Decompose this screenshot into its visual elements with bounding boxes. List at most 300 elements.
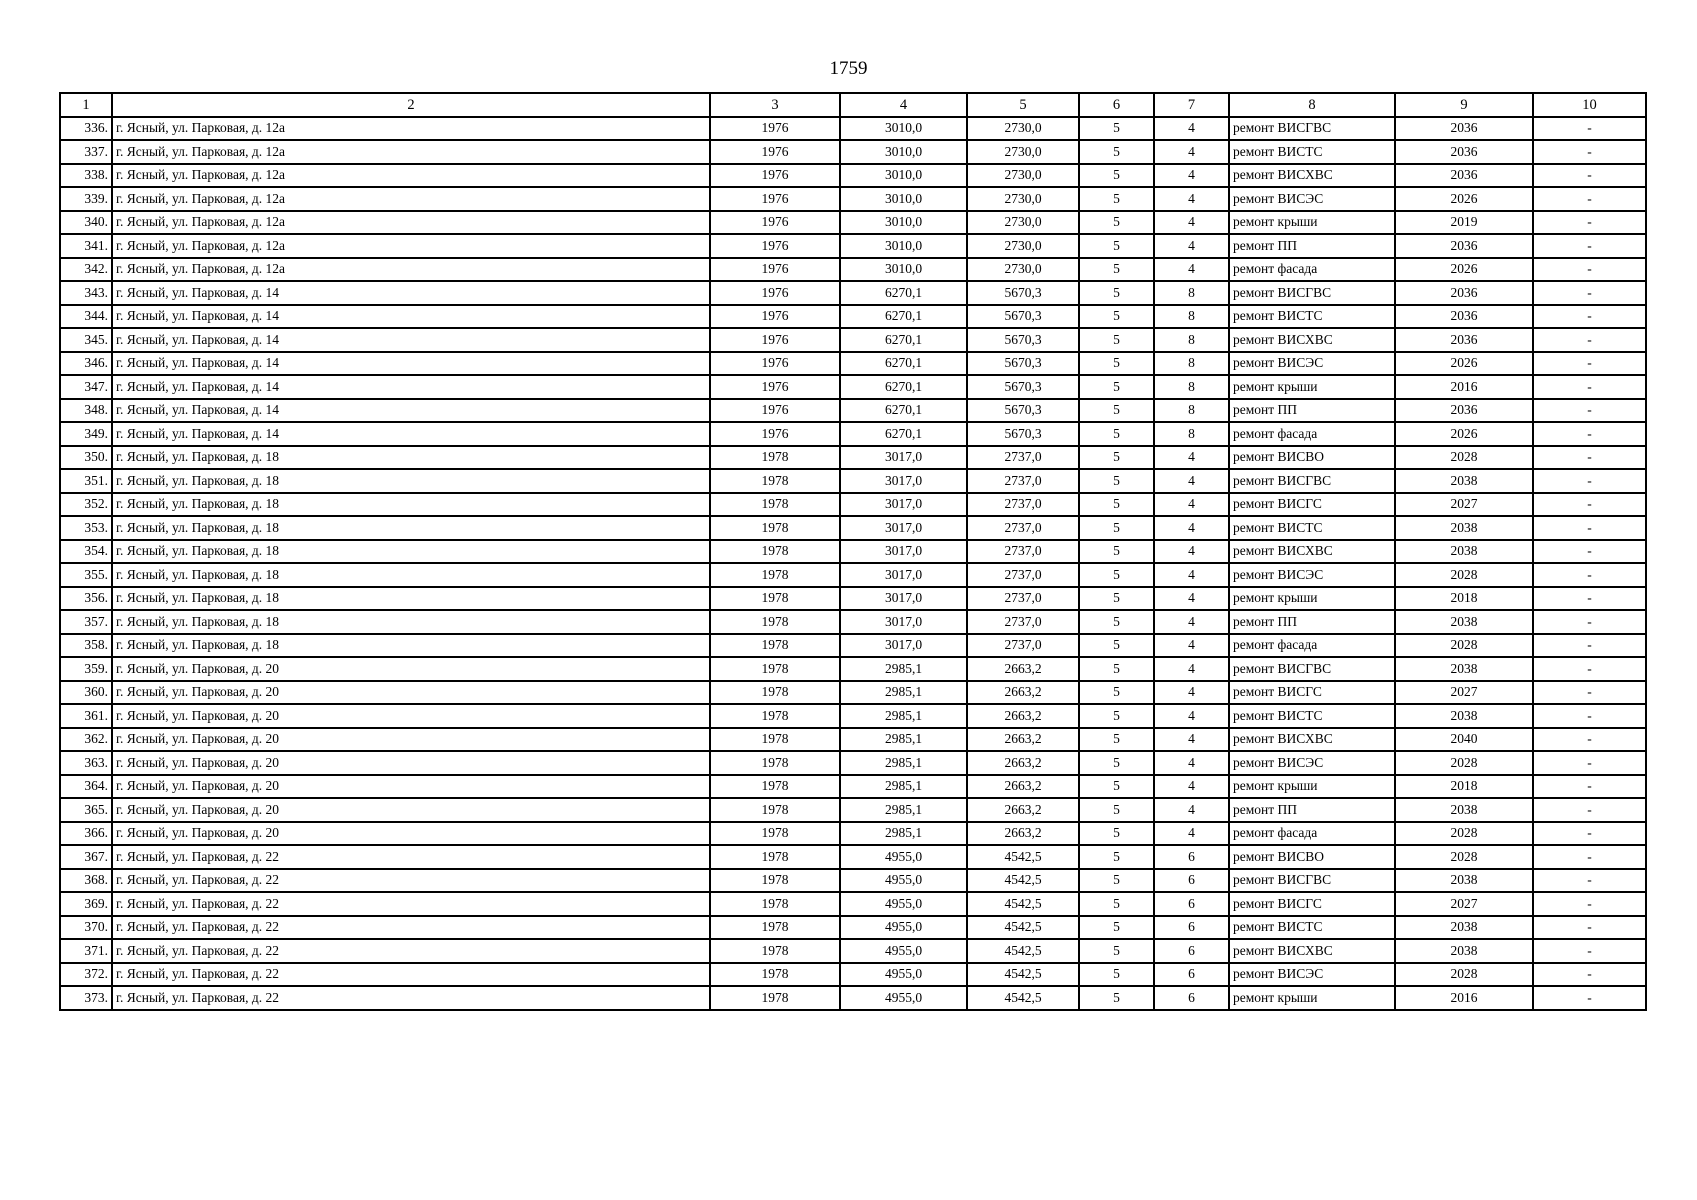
address-cell: г. Ясный, ул. Парковая, д. 20 [112,657,710,681]
table-row [60,963,1646,987]
planned-year-cell: 2019 [1395,211,1533,235]
planned-year-cell: 2026 [1395,422,1533,446]
build-year-cell: 1978 [710,446,840,470]
build-year-cell: 1978 [710,845,840,869]
row-number: 371. [60,939,112,963]
work-type-cell: ремонт ВИСГВС [1229,281,1395,305]
row-number: 359. [60,657,112,681]
address-cell: г. Ясный, ул. Парковая, д. 18 [112,446,710,470]
living-area-cell: 4542,5 [967,892,1079,916]
floors-cell: 5 [1079,963,1154,987]
entrances-cell: 4 [1154,187,1229,211]
floors-cell: 5 [1079,751,1154,775]
note-cell: - [1533,728,1646,752]
address-cell: г. Ясный, ул. Парковая, д. 14 [112,352,710,376]
entrances-cell: 6 [1154,916,1229,940]
note-cell: - [1533,845,1646,869]
address-cell: г. Ясный, ул. Парковая, д. 12а [112,187,710,211]
note-cell: - [1533,493,1646,517]
total-area-cell: 2985,1 [840,751,967,775]
entrances-cell: 4 [1154,211,1229,235]
row-number: 345. [60,328,112,352]
build-year-cell: 1978 [710,798,840,822]
floors-cell: 5 [1079,916,1154,940]
row-number: 347. [60,375,112,399]
row-number: 339. [60,187,112,211]
table-row [60,798,1646,822]
planned-year-cell: 2038 [1395,704,1533,728]
living-area-cell: 4542,5 [967,986,1079,1010]
build-year-cell: 1976 [710,281,840,305]
work-type-cell: ремонт ВИСЭС [1229,187,1395,211]
address-cell: г. Ясный, ул. Парковая, д. 20 [112,775,710,799]
living-area-cell: 5670,3 [967,422,1079,446]
planned-year-cell: 2038 [1395,540,1533,564]
work-type-cell: ремонт ВИСТС [1229,516,1395,540]
address-cell: г. Ясный, ул. Парковая, д. 14 [112,328,710,352]
planned-year-cell: 2036 [1395,399,1533,423]
note-cell: - [1533,140,1646,164]
row-number: 350. [60,446,112,470]
floors-cell: 5 [1079,869,1154,893]
column-header: 5 [967,93,1079,117]
build-year-cell: 1976 [710,140,840,164]
floors-cell: 5 [1079,939,1154,963]
work-type-cell: ремонт ВИСГС [1229,681,1395,705]
note-cell: - [1533,446,1646,470]
living-area-cell: 2730,0 [967,164,1079,188]
note-cell: - [1533,610,1646,634]
planned-year-cell: 2038 [1395,469,1533,493]
entrances-cell: 6 [1154,986,1229,1010]
note-cell: - [1533,117,1646,141]
table-row [60,845,1646,869]
note-cell: - [1533,775,1646,799]
planned-year-cell: 2028 [1395,446,1533,470]
total-area-cell: 3010,0 [840,211,967,235]
address-cell: г. Ясный, ул. Парковая, д. 20 [112,822,710,846]
total-area-cell: 3010,0 [840,164,967,188]
living-area-cell: 2737,0 [967,563,1079,587]
floors-cell: 5 [1079,681,1154,705]
work-type-cell: ремонт ВИСТС [1229,140,1395,164]
planned-year-cell: 2026 [1395,352,1533,376]
total-area-cell: 3010,0 [840,187,967,211]
living-area-cell: 2737,0 [967,493,1079,517]
column-header: 10 [1533,93,1646,117]
work-type-cell: ремонт ВИСГС [1229,892,1395,916]
row-number: 336. [60,117,112,141]
table-row [60,704,1646,728]
total-area-cell: 3017,0 [840,516,967,540]
total-area-cell: 2985,1 [840,728,967,752]
note-cell: - [1533,939,1646,963]
work-type-cell: ремонт фасада [1229,822,1395,846]
build-year-cell: 1976 [710,399,840,423]
planned-year-cell: 2018 [1395,775,1533,799]
note-cell: - [1533,657,1646,681]
build-year-cell: 1978 [710,563,840,587]
living-area-cell: 2663,2 [967,657,1079,681]
work-type-cell: ремонт ВИСХВС [1229,540,1395,564]
living-area-cell: 5670,3 [967,328,1079,352]
table-row [60,516,1646,540]
build-year-cell: 1978 [710,681,840,705]
living-area-cell: 2730,0 [967,211,1079,235]
column-header: 2 [112,93,710,117]
work-type-cell: ремонт ПП [1229,610,1395,634]
total-area-cell: 6270,1 [840,375,967,399]
floors-cell: 5 [1079,446,1154,470]
total-area-cell: 4955,0 [840,916,967,940]
note-cell: - [1533,211,1646,235]
living-area-cell: 2663,2 [967,775,1079,799]
floors-cell: 5 [1079,422,1154,446]
total-area-cell: 4955,0 [840,845,967,869]
total-area-cell: 4955,0 [840,986,967,1010]
note-cell: - [1533,587,1646,611]
floors-cell: 5 [1079,375,1154,399]
entrances-cell: 4 [1154,681,1229,705]
total-area-cell: 3017,0 [840,446,967,470]
total-area-cell: 2985,1 [840,704,967,728]
note-cell: - [1533,164,1646,188]
living-area-cell: 5670,3 [967,352,1079,376]
address-cell: г. Ясный, ул. Парковая, д. 12а [112,117,710,141]
work-type-cell: ремонт ВИСГВС [1229,657,1395,681]
planned-year-cell: 2026 [1395,187,1533,211]
note-cell: - [1533,822,1646,846]
work-type-cell: ремонт ВИСХВС [1229,939,1395,963]
work-type-cell: ремонт ВИСЭС [1229,751,1395,775]
entrances-cell: 4 [1154,728,1229,752]
living-area-cell: 4542,5 [967,845,1079,869]
entrances-cell: 4 [1154,563,1229,587]
column-header: 1 [60,93,112,117]
work-type-cell: ремонт фасада [1229,258,1395,282]
note-cell: - [1533,916,1646,940]
row-number: 360. [60,681,112,705]
row-number: 357. [60,610,112,634]
entrances-cell: 8 [1154,352,1229,376]
work-type-cell: ремонт ПП [1229,399,1395,423]
living-area-cell: 2737,0 [967,610,1079,634]
build-year-cell: 1976 [710,211,840,235]
work-type-cell: ремонт крыши [1229,211,1395,235]
note-cell: - [1533,798,1646,822]
planned-year-cell: 2038 [1395,869,1533,893]
table-row [60,469,1646,493]
row-number: 349. [60,422,112,446]
floors-cell: 5 [1079,234,1154,258]
table-row [60,775,1646,799]
entrances-cell: 8 [1154,375,1229,399]
total-area-cell: 2985,1 [840,775,967,799]
row-number: 367. [60,845,112,869]
planned-year-cell: 2027 [1395,681,1533,705]
planned-year-cell: 2036 [1395,164,1533,188]
planned-year-cell: 2036 [1395,140,1533,164]
address-cell: г. Ясный, ул. Парковая, д. 14 [112,422,710,446]
address-cell: г. Ясный, ул. Парковая, д. 20 [112,798,710,822]
note-cell: - [1533,422,1646,446]
living-area-cell: 2730,0 [967,117,1079,141]
build-year-cell: 1978 [710,728,840,752]
entrances-cell: 4 [1154,446,1229,470]
note-cell: - [1533,234,1646,258]
build-year-cell: 1978 [710,892,840,916]
total-area-cell: 3017,0 [840,540,967,564]
floors-cell: 5 [1079,587,1154,611]
total-area-cell: 6270,1 [840,399,967,423]
floors-cell: 5 [1079,352,1154,376]
row-number: 366. [60,822,112,846]
planned-year-cell: 2027 [1395,892,1533,916]
planned-year-cell: 2040 [1395,728,1533,752]
living-area-cell: 2730,0 [967,187,1079,211]
entrances-cell: 4 [1154,516,1229,540]
work-type-cell: ремонт ВИСЭС [1229,963,1395,987]
build-year-cell: 1978 [710,986,840,1010]
table-row [60,681,1646,705]
planned-year-cell: 2027 [1395,493,1533,517]
entrances-cell: 4 [1154,140,1229,164]
column-header: 4 [840,93,967,117]
total-area-cell: 3010,0 [840,140,967,164]
row-number: 348. [60,399,112,423]
total-area-cell: 6270,1 [840,352,967,376]
build-year-cell: 1976 [710,352,840,376]
total-area-cell: 4955,0 [840,939,967,963]
note-cell: - [1533,516,1646,540]
row-number: 337. [60,140,112,164]
build-year-cell: 1978 [710,704,840,728]
planned-year-cell: 2038 [1395,939,1533,963]
note-cell: - [1533,375,1646,399]
note-cell: - [1533,986,1646,1010]
planned-year-cell: 2028 [1395,634,1533,658]
build-year-cell: 1976 [710,117,840,141]
note-cell: - [1533,469,1646,493]
living-area-cell: 4542,5 [967,939,1079,963]
table-row [60,140,1646,164]
floors-cell: 5 [1079,986,1154,1010]
living-area-cell: 5670,3 [967,305,1079,329]
work-type-cell: ремонт ВИСВО [1229,446,1395,470]
planned-year-cell: 2038 [1395,657,1533,681]
table-row [60,939,1646,963]
table-row [60,986,1646,1010]
entrances-cell: 4 [1154,822,1229,846]
living-area-cell: 2737,0 [967,516,1079,540]
floors-cell: 5 [1079,728,1154,752]
work-type-cell: ремонт фасада [1229,634,1395,658]
work-type-cell: ремонт ВИСТС [1229,704,1395,728]
build-year-cell: 1978 [710,775,840,799]
floors-cell: 5 [1079,704,1154,728]
row-number: 369. [60,892,112,916]
address-cell: г. Ясный, ул. Парковая, д. 18 [112,493,710,517]
table-row [60,892,1646,916]
table-row [60,657,1646,681]
floors-cell: 5 [1079,892,1154,916]
floors-cell: 5 [1079,657,1154,681]
entrances-cell: 6 [1154,892,1229,916]
planned-year-cell: 2038 [1395,798,1533,822]
row-number: 365. [60,798,112,822]
address-cell: г. Ясный, ул. Парковая, д. 14 [112,281,710,305]
build-year-cell: 1978 [710,540,840,564]
planned-year-cell: 2028 [1395,563,1533,587]
table-row [60,540,1646,564]
row-number: 362. [60,728,112,752]
entrances-cell: 4 [1154,164,1229,188]
total-area-cell: 6270,1 [840,305,967,329]
row-number: 344. [60,305,112,329]
column-header: 9 [1395,93,1533,117]
address-cell: г. Ясный, ул. Парковая, д. 20 [112,728,710,752]
floors-cell: 5 [1079,798,1154,822]
table-row [60,187,1646,211]
build-year-cell: 1976 [710,328,840,352]
table-row [60,634,1646,658]
note-cell: - [1533,563,1646,587]
planned-year-cell: 2036 [1395,281,1533,305]
row-number: 368. [60,869,112,893]
total-area-cell: 2985,1 [840,822,967,846]
build-year-cell: 1978 [710,939,840,963]
entrances-cell: 4 [1154,117,1229,141]
planned-year-cell: 2036 [1395,305,1533,329]
entrances-cell: 4 [1154,634,1229,658]
row-number: 364. [60,775,112,799]
work-type-cell: ремонт ВИСГВС [1229,869,1395,893]
entrances-cell: 8 [1154,281,1229,305]
address-cell: г. Ясный, ул. Парковая, д. 12а [112,258,710,282]
work-type-cell: ремонт ВИСТС [1229,305,1395,329]
address-cell: г. Ясный, ул. Парковая, д. 22 [112,939,710,963]
build-year-cell: 1976 [710,164,840,188]
table-row [60,234,1646,258]
table-row [60,563,1646,587]
total-area-cell: 3010,0 [840,258,967,282]
table-row [60,328,1646,352]
total-area-cell: 3017,0 [840,493,967,517]
floors-cell: 5 [1079,328,1154,352]
total-area-cell: 3017,0 [840,634,967,658]
row-number: 351. [60,469,112,493]
row-number: 373. [60,986,112,1010]
entrances-cell: 4 [1154,587,1229,611]
entrances-cell: 4 [1154,540,1229,564]
row-number: 342. [60,258,112,282]
living-area-cell: 5670,3 [967,375,1079,399]
address-cell: г. Ясный, ул. Парковая, д. 20 [112,704,710,728]
address-cell: г. Ясный, ул. Парковая, д. 18 [112,469,710,493]
entrances-cell: 4 [1154,775,1229,799]
row-number: 356. [60,587,112,611]
living-area-cell: 2737,0 [967,587,1079,611]
entrances-cell: 4 [1154,751,1229,775]
total-area-cell: 3010,0 [840,234,967,258]
entrances-cell: 4 [1154,493,1229,517]
work-type-cell: ремонт ВИСЭС [1229,352,1395,376]
living-area-cell: 4542,5 [967,869,1079,893]
floors-cell: 5 [1079,211,1154,235]
note-cell: - [1533,892,1646,916]
living-area-cell: 2730,0 [967,140,1079,164]
planned-year-cell: 2038 [1395,516,1533,540]
entrances-cell: 6 [1154,939,1229,963]
table-row [60,916,1646,940]
note-cell: - [1533,305,1646,329]
entrances-cell: 6 [1154,963,1229,987]
total-area-cell: 3010,0 [840,117,967,141]
column-header: 6 [1079,93,1154,117]
address-cell: г. Ясный, ул. Парковая, д. 20 [112,751,710,775]
living-area-cell: 2737,0 [967,446,1079,470]
address-cell: г. Ясный, ул. Парковая, д. 18 [112,634,710,658]
note-cell: - [1533,681,1646,705]
address-cell: г. Ясный, ул. Парковая, д. 18 [112,563,710,587]
work-type-cell: ремонт ВИСХВС [1229,728,1395,752]
floors-cell: 5 [1079,258,1154,282]
floors-cell: 5 [1079,775,1154,799]
entrances-cell: 4 [1154,610,1229,634]
entrances-cell: 4 [1154,234,1229,258]
work-type-cell: ремонт крыши [1229,986,1395,1010]
planned-year-cell: 2028 [1395,963,1533,987]
floors-cell: 5 [1079,493,1154,517]
build-year-cell: 1978 [710,610,840,634]
total-area-cell: 2985,1 [840,681,967,705]
living-area-cell: 2663,2 [967,798,1079,822]
total-area-cell: 3017,0 [840,469,967,493]
table-row [60,751,1646,775]
note-cell: - [1533,399,1646,423]
page-number: 1759 [829,58,868,79]
living-area-cell: 4542,5 [967,916,1079,940]
work-type-cell: ремонт крыши [1229,587,1395,611]
living-area-cell: 5670,3 [967,399,1079,423]
note-cell: - [1533,634,1646,658]
living-area-cell: 2663,2 [967,822,1079,846]
table-row [60,446,1646,470]
work-type-cell: ремонт ВИСТС [1229,916,1395,940]
table-row [60,422,1646,446]
entrances-cell: 4 [1154,469,1229,493]
work-type-cell: ремонт ВИСЭС [1229,563,1395,587]
column-header: 3 [710,93,840,117]
floors-cell: 5 [1079,469,1154,493]
living-area-cell: 2730,0 [967,258,1079,282]
table-row [60,728,1646,752]
work-type-cell: ремонт крыши [1229,775,1395,799]
work-type-cell: ремонт ВИСВО [1229,845,1395,869]
row-number: 340. [60,211,112,235]
living-area-cell: 2663,2 [967,681,1079,705]
total-area-cell: 4955,0 [840,892,967,916]
floors-cell: 5 [1079,187,1154,211]
living-area-cell: 5670,3 [967,281,1079,305]
entrances-cell: 6 [1154,845,1229,869]
row-number: 341. [60,234,112,258]
planned-year-cell: 2026 [1395,258,1533,282]
entrances-cell: 6 [1154,869,1229,893]
repair-schedule-table [59,92,1647,1011]
living-area-cell: 2663,2 [967,751,1079,775]
planned-year-cell: 2028 [1395,751,1533,775]
